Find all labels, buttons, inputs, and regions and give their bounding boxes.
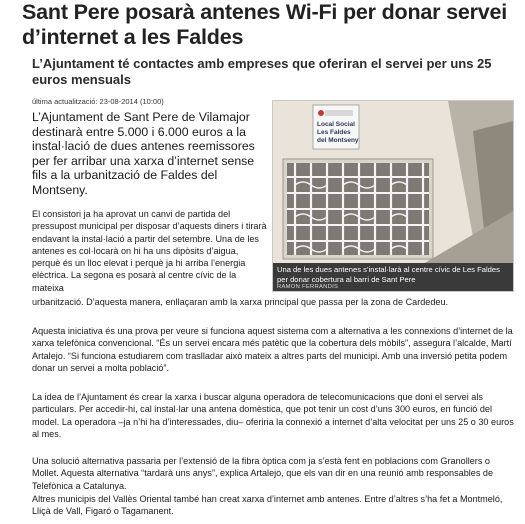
sign-line-1: Local Social bbox=[317, 121, 355, 128]
article-photo bbox=[272, 100, 514, 292]
article-paragraph-2: Aquesta iniciativa és una prova per veure si funciona aquest sistema com a alternativa a les connexions d’internet de la xarxa telefònica convencional. “És un servei encara més patètic que la cobertura dels mòbils”, assegura l’alcalde, Martí Artalejo. “Si funciona estudiarem com traslladar això mateix a altres parts del municipi. Amb una inversió petita podem donar un servei a molta població”. bbox=[32, 326, 513, 373]
article-paragraph-1-continuation: urbanització. D’aquesta manera, enllaçaran amb la xarxa principal que passa per la zona de Cardedeu. bbox=[32, 297, 449, 307]
article-subhead: L’Ajuntament té contactes amb empreses que oferiran el servei per uns 25 euros mensuals bbox=[32, 56, 492, 87]
photo-caption-bar bbox=[273, 263, 513, 291]
sign-line-2: Les Faldes bbox=[317, 129, 351, 136]
last-updated: última actualització: 23-08-2014 (10:00) bbox=[32, 97, 164, 106]
article-headline: Sant Pere posarà antenes Wi-Fi per donar servei d’internet a les Faldes bbox=[22, 0, 508, 49]
photo-caption: Una de les dues antenes s’instal·larà al centre cívic de Les Faldes per donar cobertura al barri de Sant Pere bbox=[277, 265, 500, 284]
photo-credit: RAMON FERRANDIS bbox=[277, 284, 339, 290]
article-paragraph-4: Una solució alternativa passaria per l’extensió de la fibra òptica com ja s’està fent en poblacions com Granollers o Mollet. Aquesta alternativa “tardarà uns anys”, explica Artalejo, que els van dir en una reunió amb responsables de Telefònica a Catalunya. bbox=[32, 456, 494, 491]
civic-center-photo bbox=[273, 101, 513, 264]
sign-line-3: del Montseny bbox=[317, 137, 359, 144]
article-paragraph-1: El consistori ja ha aprovat un canvi de partida del pressupost municipal per disposar d’aquests diners i tirarà endavant la instal·lació a partir del setembre. Una de les antenes es col·locarà on hi ha uns dipòsits d’aigua, perquè és un lloc elevat i perquè ja hi arriba l’energia elèctrica. La segona es posarà al centre cívic de la mateixa bbox=[32, 209, 267, 293]
article-lead: L’Ajuntament de Sant Pere de Vilamajor destinarà entre 5.000 i 6.000 euros a la instal·lació de dues antenes reemissores per fer arribar una xarxa d’internet sense fils a la urbanització de Faldes del Montseny. bbox=[32, 110, 255, 197]
photo-image bbox=[273, 101, 513, 264]
article-paragraph-3: La idea de l’Ajuntament és crear la xarxa i buscar alguna operadora de telecomunicacions que doni el servei als particulars. Per accedir-hi, cal instal·lar una antena domèstica, que pot tenir un cost d’uns 300 euros, en funció del model. La operadora –ja n’hi ha d’interessades, diu– oferiria la connexió a internet d’alta velocitat per uns 25 o 30 euros al mes. bbox=[32, 392, 514, 439]
article-paragraph-5: Altres municipis del Vallès Oriental també han creat xarxa d’internet amb antenes. Entre d’altres s’ha fet a Montmeló, Lliçà de Vall, Figaró o Tagamanent. bbox=[32, 494, 503, 517]
